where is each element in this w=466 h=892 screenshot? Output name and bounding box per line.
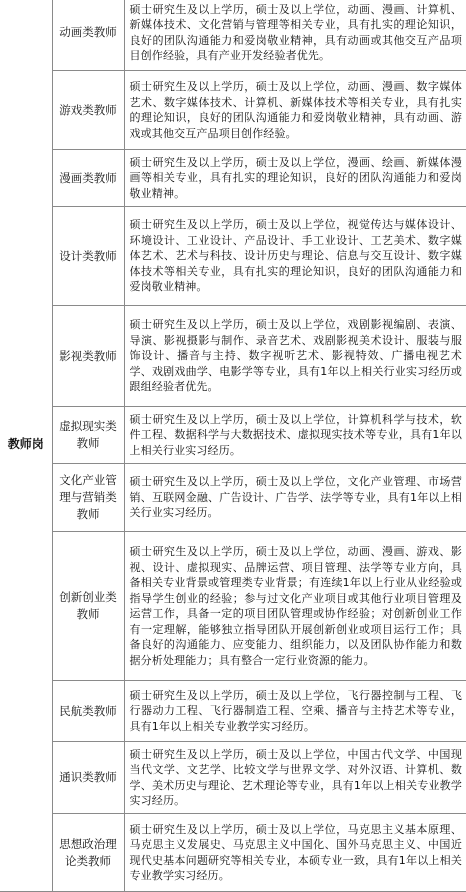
table-row xyxy=(0,207,466,306)
table-row xyxy=(0,150,466,207)
position-requirements: 硕士研究生及以上学历，硕士及以上学位，漫画、绘画、新媒体漫画等相关专业，具有扎实的理论知识，良好的团队沟通能力和爱岗敬业精神。 xyxy=(124,150,466,207)
position-requirements: 硕士研究生及以上学历，硕士及以上学位，飞行器控制与工程、飞行器动力工程、飞行器制造工程、空乘、播音与主持艺术等专业，具有1年以上相关专业教学实习经历。 xyxy=(124,681,466,742)
position-requirements: 硕士研究生及以上学历，硕士及以上学位，计算机科学与技术，软件工程、数据科学与大数据技术、虚拟现实技术等专业，具有1年以上相关行业实习经历。 xyxy=(124,407,466,464)
position-title: 思想政治理论类教师 xyxy=(52,814,124,892)
position-requirements: 硕士研究生及以上学历，硕士及以上学位，戏剧影视编剧、表演、导演、影视摄影与制作、录音艺术、戏剧影视美术设计、服装与服饰设计、播音与主持、数字视听艺术、影视特效、广播电视艺术学、戏剧戏曲学、电影学等专业，具有1年以上相关行业实习经历或跟组经验者优先。 xyxy=(124,306,466,407)
position-title: 动画类教师 xyxy=(52,0,124,71)
table-row xyxy=(0,306,466,407)
position-requirements: 硕士研究生及以上学历，硕士及以上学位，文化产业管理、市场营销、互联网金融、广告设计、广告学、法学等专业，具有1年以上相关行业实习经历。 xyxy=(124,464,466,532)
position-title: 漫画类教师 xyxy=(52,150,124,207)
position-title: 虚拟现实类教师 xyxy=(52,407,124,464)
position-title: 民航类教师 xyxy=(52,681,124,742)
position-title: 设计类教师 xyxy=(52,207,124,306)
position-title: 创新创业类教师 xyxy=(52,532,124,681)
table-row xyxy=(0,681,466,742)
position-requirements: 硕士研究生及以上学历，硕士及以上学位，中国古代文学、中国现当代文学、文艺学、比较文学与世界文学、对外汉语、计算机、数学、美术历史与理论、艺术理论等专业，具有1年以上相关专业教学实习经历。 xyxy=(124,742,466,814)
position-requirements: 硕士研究生及以上学历，硕士及以上学位，马克思主义基本原理、马克思主义发展史、马克思主义中国化、国外马克思主义、中国近现代史基本问题研究等相关专业，本硕专业一致，具有1年以上相关专业教学实习经历。 xyxy=(124,814,466,892)
position-requirements: 硕士研究生及以上学历，硕士及以上学位，动画、漫画、游戏、影视、设计、虚拟现实、品牌运营、项目管理、法学等专业方向，具备相关专业背景或管理类专业背景；有连续1年以上行业从业经验或指导学生创业的经验；参与过文化产业项目或其他行业项目管理及运营工作，具备一定的项目团队管理或协作经验；对创新创业工作有一定理解，能够独立指导团队开展创新创业或项目运行工作；具备良好的沟通能力、应变能力、组织能力，以及团队协作能力和数据分析处理能力；具有整合一定行业资源的能力。 xyxy=(124,532,466,681)
table-row xyxy=(0,814,466,892)
group-label: 教师岗 xyxy=(0,0,52,892)
position-title: 文化产业管理与营销类教师 xyxy=(52,464,124,532)
table-row xyxy=(0,71,466,150)
table-row xyxy=(0,532,466,681)
table-row xyxy=(0,742,466,814)
position-requirements: 硕士研究生及以上学历，硕士及以上学位，动画、漫画、计算机、新媒体技术、文化营销与管理等相关专业，具有扎实的理论知识，良好的团队沟通能力和爱岗敬业精神，具有动画或其他交互产品项目创作经验，具有产业开发经验者优先。 xyxy=(124,0,466,71)
table-row xyxy=(0,464,466,532)
position-requirements: 硕士研究生及以上学历，硕士及以上学位，动画、漫画、数字媒体艺术、数字媒体技术、计算机、新媒体技术等相关专业，具有扎实的理论知识，良好的团队沟通能力和爱岗敬业精神，具有动画、游戏或其他交互产品项目创作经验。 xyxy=(124,71,466,150)
position-title: 影视类教师 xyxy=(52,306,124,407)
position-title: 通识类教师 xyxy=(52,742,124,814)
table-row xyxy=(0,407,466,464)
table-row xyxy=(0,0,466,71)
position-title: 游戏类教师 xyxy=(52,71,124,150)
position-requirements: 硕士研究生及以上学历，硕士及以上学位，视觉传达与媒体设计、环境设计、工业设计、产品设计、手工业设计、工艺美术、数字媒体艺术、艺术与科技、设计历史与理论、信息与交互设计、数字媒体技术等相关专业，具有扎实的理论知识，良好的团队沟通能力和爱岗敬业精神。 xyxy=(124,207,466,306)
